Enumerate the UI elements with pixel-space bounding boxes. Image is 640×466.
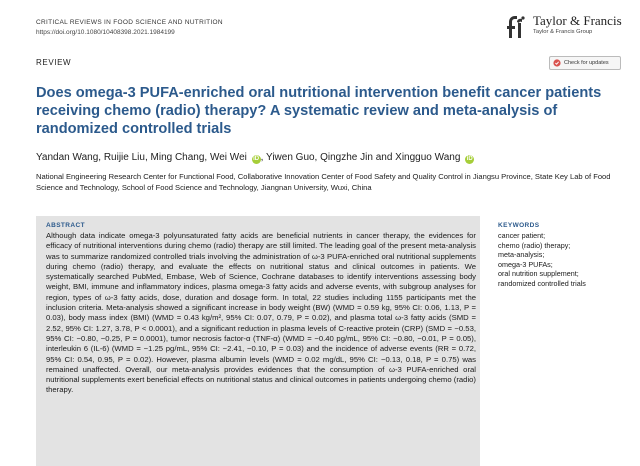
affiliation: National Engineering Research Center for Functional Food, Collaborative Innovation Center of Food Safety and Quality Control in Jiangsu Province, State Key Lab of Food Science and Technology, School of Food Science and Technology, Jiangnan University, Wuxi, China xyxy=(36,172,611,192)
keyword-item: meta-analysis; xyxy=(498,250,545,260)
doi-link[interactable]: https://doi.org/10.1080/10408398.2021.1984199 xyxy=(36,29,175,36)
journal-name: CRITICAL REVIEWS IN FOOD SCIENCE AND NUTRITION xyxy=(36,19,223,26)
keyword-item: oral nutrition supplement; xyxy=(498,269,579,279)
abstract-text: Although data indicate omega-3 polyunsaturated fatty acids are beneficial nutrients in cancer therapy, the evidences for efficacy of nutritional interventions during chemo (radio) therapy are still limited. The leading goal of the present meta-analysis was to summarize randomized controlled trials involving the administration of ω-3 PUFA-enriched oral nutritional supplements during chemo (radio) therapy, and evaluate the effects on nutritional status and clinical outcomes in patients. We systematically searched PubMed, Embase, Web of Science, Cochrane databases to identify interventions assessing body weight, BMI, immune and inflammatory indices, plasma omega-3 fatty acids and adverse events, with subgroup analyses for region, types of ω-3 fatty acids, dose, duration and dosage form. In total, 22 studies including 1155 participants met the inclusion criteria. Meta-analysis showed a significant increase in body weight (BW) (WMD = 0.59 kg, 95% CI: 0.06, 1.13, P = 0.03), body mass index (BMI) (WMD = 0.43 kg/m², 95% CI: 0.07, 0.79, P = 0.02), and plasma total ω-3 fatty acids (SMD = 2.52, 95% CI: 1.27, 3.78, P < 0.0001), and a significant reduction in plasma levels of C-reactive protein (CRP) (SMD = −0.53, 95% CI: −0.80, −0.25, P = 0.0001), tumor necrosis factor-α (TNF-α) (WMD = −0.40 pg/mL, 95% CI: −0.80, −0.01, P = 0.05), interleukin 6 (IL-6) (WMD = −1.25 pg/mL, 95% CI: −2.41, −0.10, P = 0.03) and the incidence of adverse events (RR = 0.72, 95% CI: 0.54, 0.95, P = 0.02). However, plasma albumin levels (WMD = 0.02 mg/dL, 95% CI: −0.13, 0.18, P = 0.75) was remained unaffected. Overall, our meta-analysis provides evidences that the consumption of ω-3 PUFA-enriched oral nutritional supplements exert beneficial effects on nutritional status and clinical outcomes in patients undergoing chemo (radio) therapy. xyxy=(46,231,476,395)
publisher-group: Taylor & Francis Group xyxy=(533,29,593,35)
taylor-francis-logo-icon xyxy=(503,14,527,40)
check-for-updates-label: Check for updates xyxy=(564,60,609,66)
publisher-text xyxy=(533,14,622,36)
authors-part-2: , Yiwen Guo, Qingzhe Jin and Xingguo Wang xyxy=(260,152,461,163)
keyword-item: randomized controlled trials xyxy=(498,278,586,288)
authors-part-1: Yandan Wang, Ruijie Liu, Ming Chang, Wei Wei xyxy=(36,152,247,163)
author-list xyxy=(36,152,474,164)
publisher-logo-block xyxy=(503,14,622,40)
keyword-item: cancer patient; xyxy=(498,231,546,240)
journal-header xyxy=(36,18,223,38)
keywords-heading: KEYWORDS xyxy=(498,222,540,229)
orcid-icon[interactable]: iD xyxy=(466,156,473,162)
orcid-icon[interactable]: iD xyxy=(253,156,260,162)
section-label: REVIEW xyxy=(36,58,72,67)
update-badge-icon xyxy=(553,59,561,67)
abstract-heading: ABSTRACT xyxy=(46,222,85,229)
article-title: Does omega-3 PUFA-enriched oral nutritional intervention benefit cancer patients receiving chemo (radio) therapy? A systematic review and meta-analysis of randomized controlled trials xyxy=(36,85,602,137)
publisher-name: Taylor & Francis xyxy=(533,13,622,28)
keyword-item: omega-3 PUFAs; xyxy=(498,259,553,269)
keyword-item: chemo (radio) therapy; xyxy=(498,240,571,250)
keywords-list xyxy=(498,231,628,289)
check-for-updates-button[interactable] xyxy=(549,56,621,70)
